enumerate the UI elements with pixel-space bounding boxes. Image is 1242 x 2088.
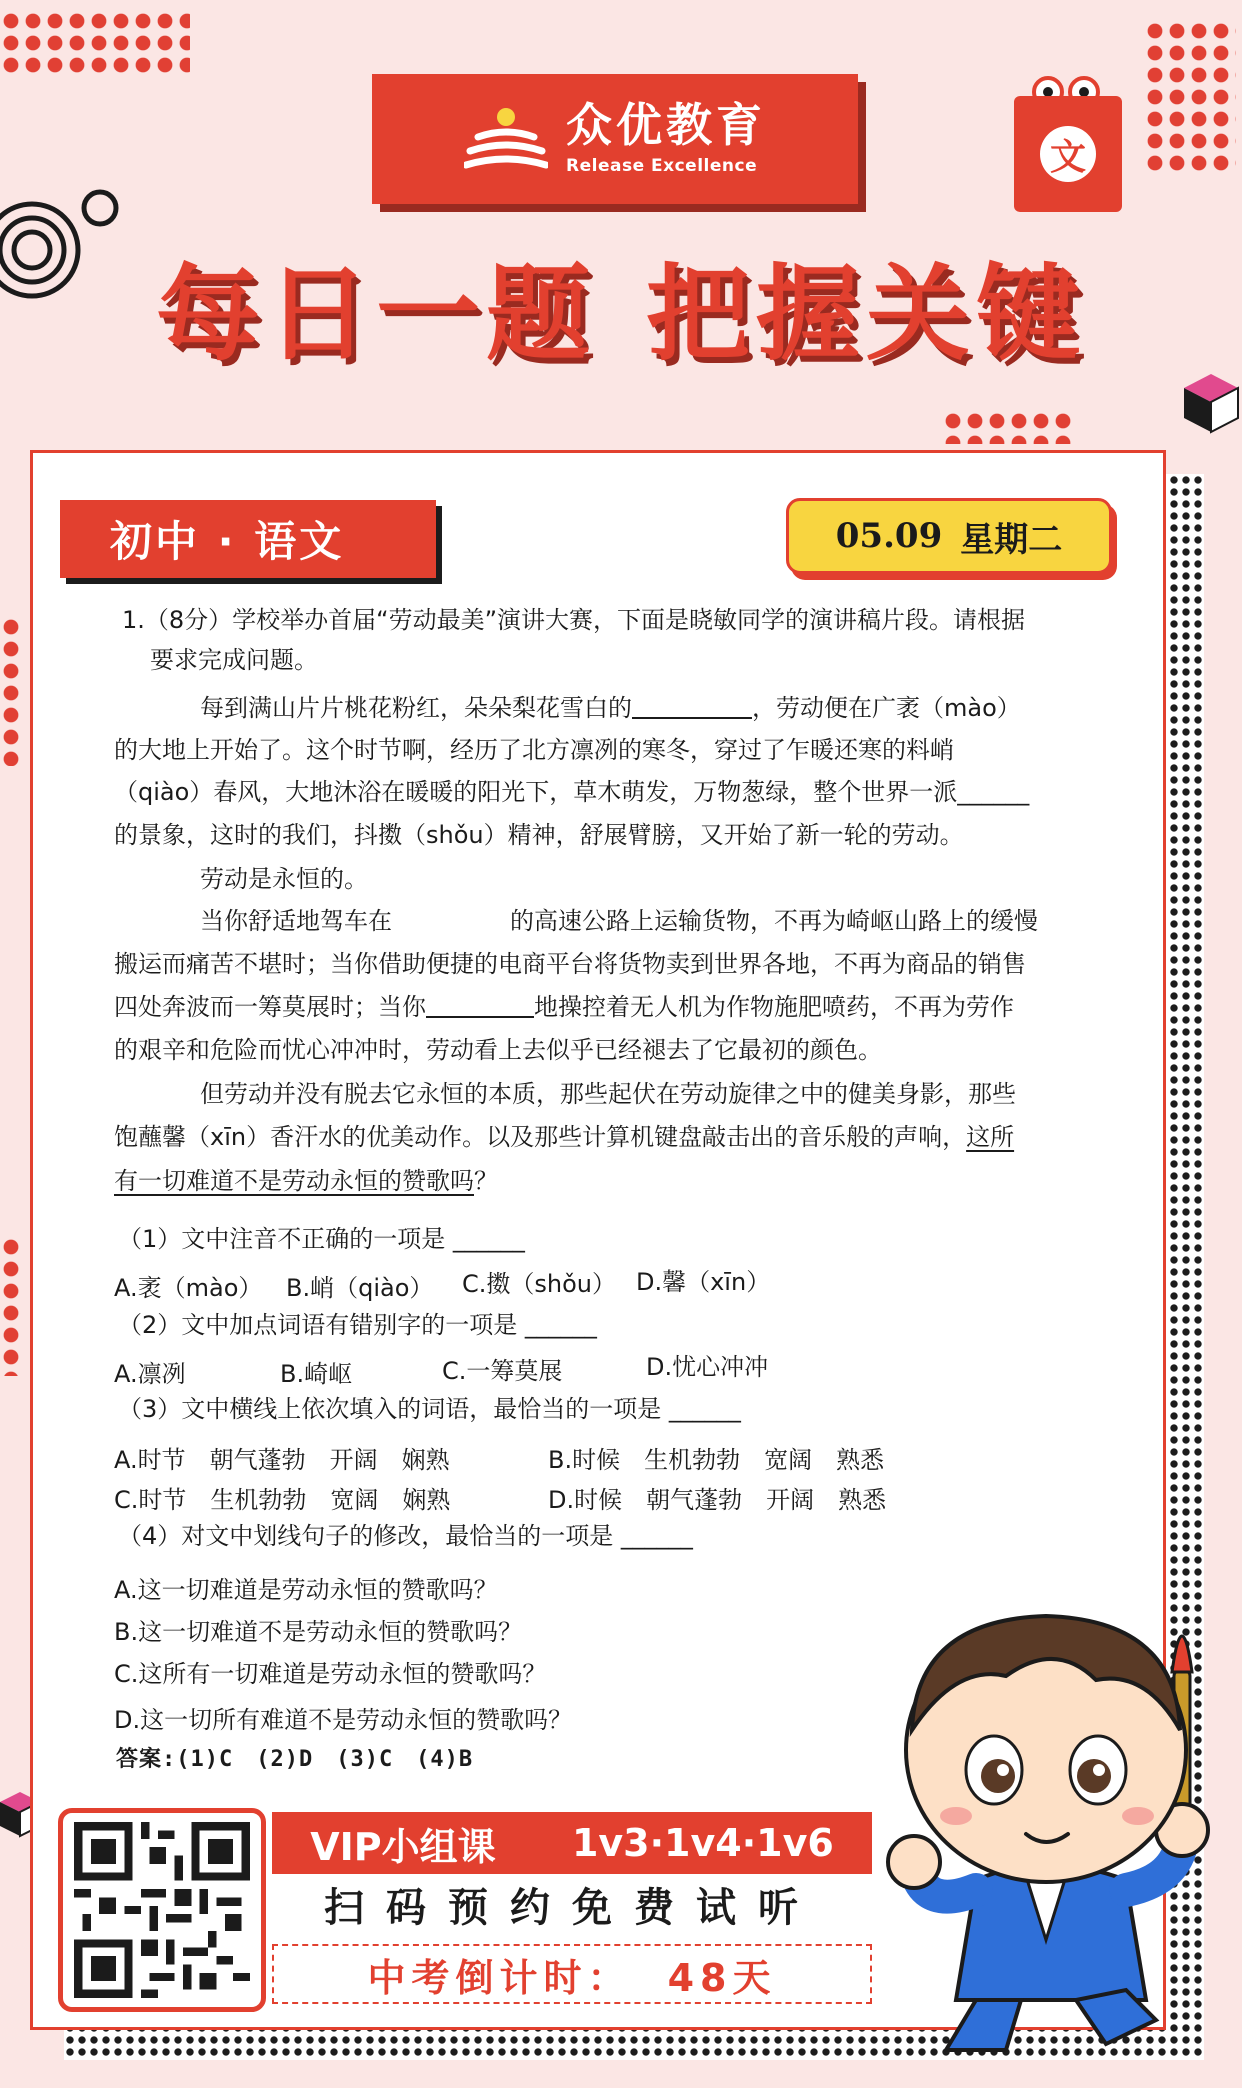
- subject-mascot-char: 文: [1040, 126, 1096, 182]
- option: A.这一切难道是劳动永恒的赞歌吗？: [114, 1576, 498, 1604]
- countdown-label: 中考倒计时：: [367, 1955, 632, 2000]
- date-tag: [786, 498, 1112, 574]
- option: C.时节 生机勃勃 宽阔 娴熟: [114, 1486, 451, 1514]
- passage-line: 当你舒适地驾车在 的高速公路上运输货物，不再为崎岖山路上的缓慢: [200, 907, 1038, 935]
- vip-label: VIP小组课: [310, 1824, 496, 1869]
- sub-question-prompt: （4）对文中划线句子的修改，最恰当的一项是 ______: [118, 1522, 693, 1550]
- cube-decor-right: [1182, 372, 1240, 434]
- decor-dots-left-bottom: [0, 1236, 24, 1376]
- subject-mascot-box: [1014, 96, 1122, 212]
- subject-tag: 初中 · 语文: [60, 500, 436, 578]
- passage-line: 的大地上开始了。这个时节啊，经历了北方凛冽的寒冬，穿过了乍暖还寒的料峭: [114, 736, 954, 764]
- scan-to-book-text: 扫码预约免费试听: [324, 1885, 820, 1931]
- question-intro-line1: 1.（8分）学校举办首届“劳动最美”演讲大赛，下面是晓敏同学的演讲稿片段。请根据: [122, 606, 1026, 634]
- passage-line: 但劳动并没有脱去它永恒的本质，那些起伏在劳动旋律之中的健美身影，那些: [200, 1080, 1016, 1108]
- decor-dots-left: [0, 616, 24, 766]
- passage-line: 四处奔波而一筹莫展时；当你 地操控着无人机为作物施肥喷药，不再为劳作: [114, 993, 1014, 1021]
- decor-dots-top-left: [0, 10, 190, 76]
- qr-code-icon[interactable]: [74, 1822, 250, 1998]
- qr-code-frame[interactable]: [58, 1808, 266, 2012]
- option: C.擞（shǒu）: [462, 1270, 616, 1298]
- option: D.忧心冲冲: [646, 1353, 769, 1381]
- passage-line: 每到满山片片桃花粉红，朵朵梨花雪白的 ，劳动便在广袤（mào）: [200, 694, 1021, 722]
- option: C.这所有一切难道是劳动永恒的赞歌吗？: [114, 1660, 547, 1688]
- brand-emblem-icon: [464, 103, 548, 175]
- option: B.峭（qiào）: [286, 1274, 434, 1302]
- vip-course-banner: [272, 1812, 872, 1874]
- brand-name: 众优教育: [566, 98, 766, 152]
- option: B.时候 生机勃勃 宽阔 熟悉: [548, 1446, 885, 1474]
- passage-line: 有一切难道不是劳动永恒的赞歌吗？: [114, 1167, 498, 1195]
- option: D.馨（xīn）: [636, 1268, 771, 1296]
- date-value: 05.09: [835, 516, 943, 556]
- passage-line: 的艰辛和危险而忧心冲冲时，劳动看上去似乎已经褪去了它最初的颜色。: [114, 1036, 882, 1064]
- exam-countdown: [272, 1944, 872, 2004]
- option: A.时节 朝气蓬勃 开阔 娴熟: [114, 1446, 450, 1474]
- passage-line: 劳动是永恒的。: [200, 865, 368, 893]
- slogan-part2: 把握关键: [646, 253, 1087, 375]
- brand-logo: [372, 74, 858, 204]
- passage-line: 搬运而痛苦不堪时；当你借助便捷的电商平台将货物卖到世界各地，不再为商品的销售: [114, 950, 1026, 978]
- sub-question-prompt: （3）文中横线上依次填入的词语，最恰当的一项是 ______: [118, 1395, 741, 1423]
- weekday-value: 星期二: [960, 519, 1063, 560]
- passage-line: （qiào）春风，大地沐浴在暖暖的阳光下，草木萌发，万物葱绿，整个世界一派______: [114, 778, 1030, 806]
- brand-tagline: Release Excellence: [566, 156, 758, 176]
- option: C.一筹莫展: [442, 1357, 563, 1385]
- passage-line: 饱蘸馨（xīn）香汗水的优美动作。以及那些计算机键盘敲击出的音乐般的声响，这所: [114, 1123, 1015, 1151]
- decor-dots-mid-right: [942, 410, 1074, 444]
- sub-question-prompt: （1）文中注音不正确的一项是 ______: [118, 1225, 525, 1253]
- option: D.时候 朝气蓬勃 开阔 熟悉: [548, 1486, 887, 1514]
- sub-question-prompt: （2）文中加点词语有错别字的一项是 ______: [118, 1311, 597, 1339]
- option: A.凛冽: [114, 1360, 186, 1388]
- question-intro-line2: 要求完成问题。: [150, 646, 318, 674]
- answer-key: 答案:(1)C (2)D (3)C (4)B: [116, 1747, 474, 1772]
- vip-formats: 1v3·1v4·1v6: [571, 1821, 834, 1865]
- slogan-part1: 每日一题: [155, 253, 596, 375]
- slogan: [0, 253, 1242, 375]
- option: B.崎岖: [280, 1360, 353, 1388]
- countdown-days: 48天: [667, 1955, 777, 2000]
- option: D.这一切所有难道不是劳动永恒的赞歌吗？: [114, 1706, 573, 1734]
- option: B.这一切难道不是劳动永恒的赞歌吗？: [114, 1618, 523, 1646]
- option: A.袤（mào）: [114, 1274, 263, 1302]
- passage-line: 的景象，这时的我们，抖擞（shǒu）精神，舒展臂膀，又开始了新一轮的劳动。: [114, 821, 964, 849]
- mascot-boy-illustration: [856, 1580, 1240, 2060]
- decor-dots-top-right: [1144, 20, 1236, 174]
